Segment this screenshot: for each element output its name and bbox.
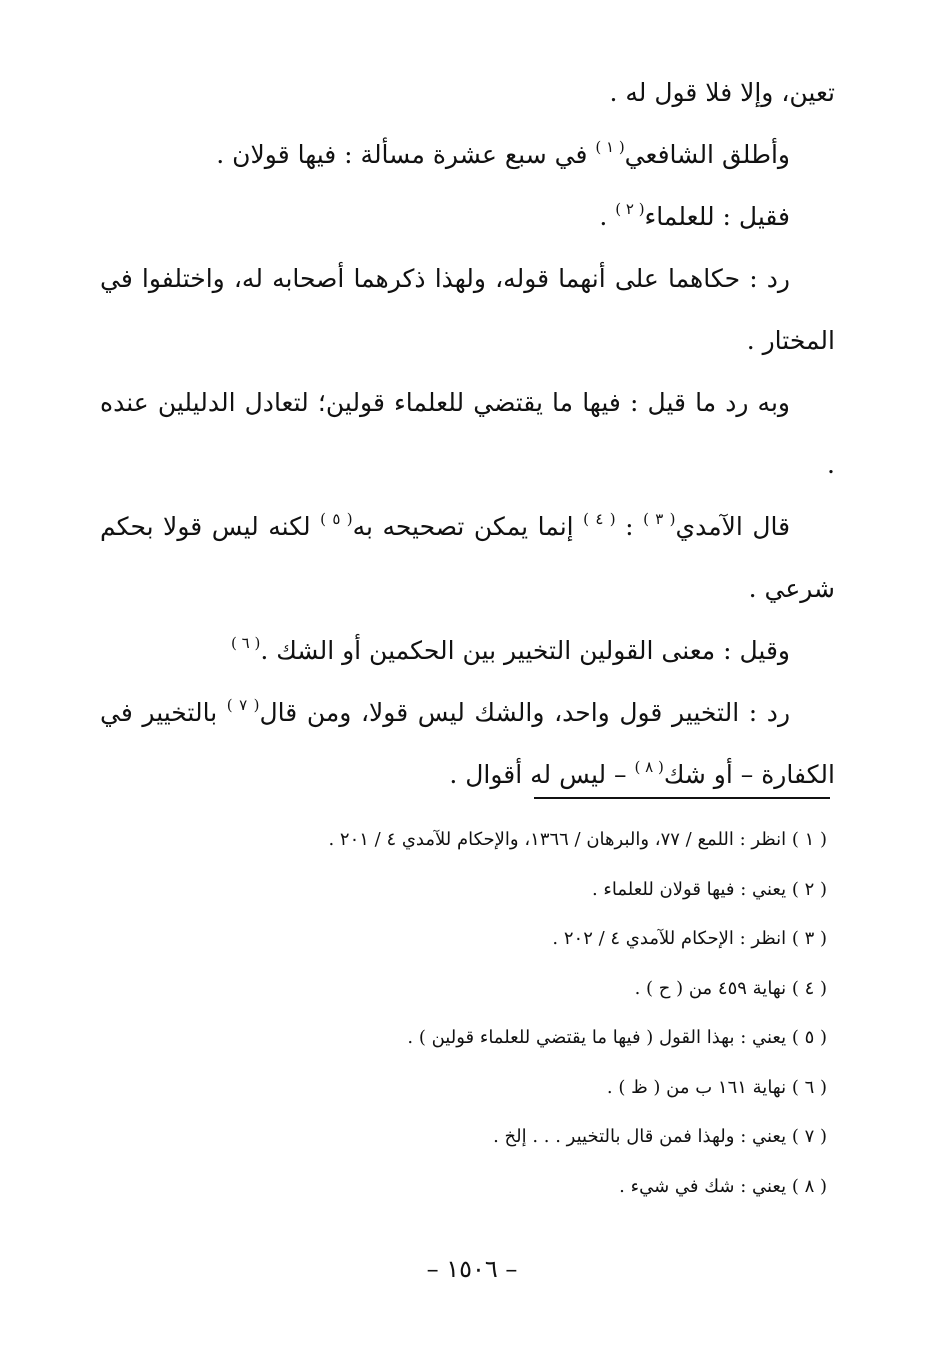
footnote-6: ( ٦ ) نهاية ١٦١ ب من ( ظ ) . bbox=[606, 1076, 827, 1098]
footnote-5: ( ٥ ) يعني : بهذا القول ( فيها ما يقتضي للعلماء قولين ) . bbox=[407, 1027, 827, 1048]
footnote-ref-5[interactable]: ( ٥ ) bbox=[320, 510, 353, 528]
footnote-ref-3[interactable]: ( ٣ ) bbox=[643, 510, 676, 528]
footnote-ref-2[interactable]: ( ٢ ) bbox=[615, 200, 645, 218]
paragraph-6: قال الآمدي$^{( ٣ )}$ : $^{( ٤ )}$ إنما يمكن تصحيحه به$^{( ٥ )}$ لكنه ليس قولا بحكم شرعي . bbox=[100, 510, 835, 603]
paragraph-3: فقيل : للعلماء$^{( ٢ )}$ . bbox=[599, 200, 790, 231]
page-number: – ١٥٠٦ – bbox=[426, 1255, 518, 1283]
footnote-4: ( ٤ ) نهاية ٤٥٩ من ( ح ) . bbox=[634, 977, 827, 999]
footnote-ref-7[interactable]: ( ٧ ) bbox=[226, 696, 260, 714]
paragraph-8: رد : التخيير قول واحد، والشك ليس قولا، ومن قال$^{( ٧ )}$ بالتخيير في الكفارة – أو شك$^{( ٨ )}$ – ليس له أقوال . bbox=[100, 696, 835, 789]
footnote-3: ( ٣ ) انظر : الإحكام للآمدي ٤ / ٢٠٢ . bbox=[552, 928, 827, 949]
paragraph-2: وأطلق الشافعي$^{( ١ )}$ في سبع عشرة مسألة : فيها قولان . bbox=[216, 138, 790, 169]
paragraph-4: رد : حكاهما على أنهما قوله، ولهذا ذكرهما أصحابه له، واختلفوا في المختار . bbox=[100, 264, 835, 355]
footnote-ref-4[interactable]: ( ٤ ) bbox=[583, 510, 616, 528]
footnote-7: ( ٧ ) يعني : ولهذا فمن قال بالتخيير . . . إلخ . bbox=[493, 1126, 827, 1147]
paragraph-1: تعين، وإلا فلا قول له . bbox=[609, 78, 835, 107]
paragraph-5: وبه رد ما قيل : فيها ما يقتضي للعلماء قولين؛ لتعادل الدليلين عنده . bbox=[100, 388, 835, 479]
paragraph-7: وقيل : معنى القولين التخيير بين الحكمين أو الشك .$^{( ٦ )}$ bbox=[231, 634, 790, 665]
main-text bbox=[100, 62, 835, 806]
footnote-1: ( ١ ) انظر : اللمع / ٧٧، والبرهان / ١٣٦٦، والإحكام للآمدي ٤ / ٢٠١ . bbox=[328, 829, 827, 850]
footnote-ref-1[interactable]: ( ١ ) bbox=[595, 138, 625, 156]
footnote-ref-6[interactable]: ( ٦ ) bbox=[231, 634, 261, 652]
footnotes-section bbox=[100, 815, 827, 1211]
footnote-separator bbox=[534, 797, 830, 799]
footnote-8: ( ٨ ) يعني : شك في شيء . bbox=[619, 1175, 827, 1197]
footnote-2: ( ٢ ) يعني : فيها قولان للعلماء . bbox=[591, 878, 827, 900]
footnote-ref-8[interactable]: ( ٨ ) bbox=[634, 758, 664, 776]
